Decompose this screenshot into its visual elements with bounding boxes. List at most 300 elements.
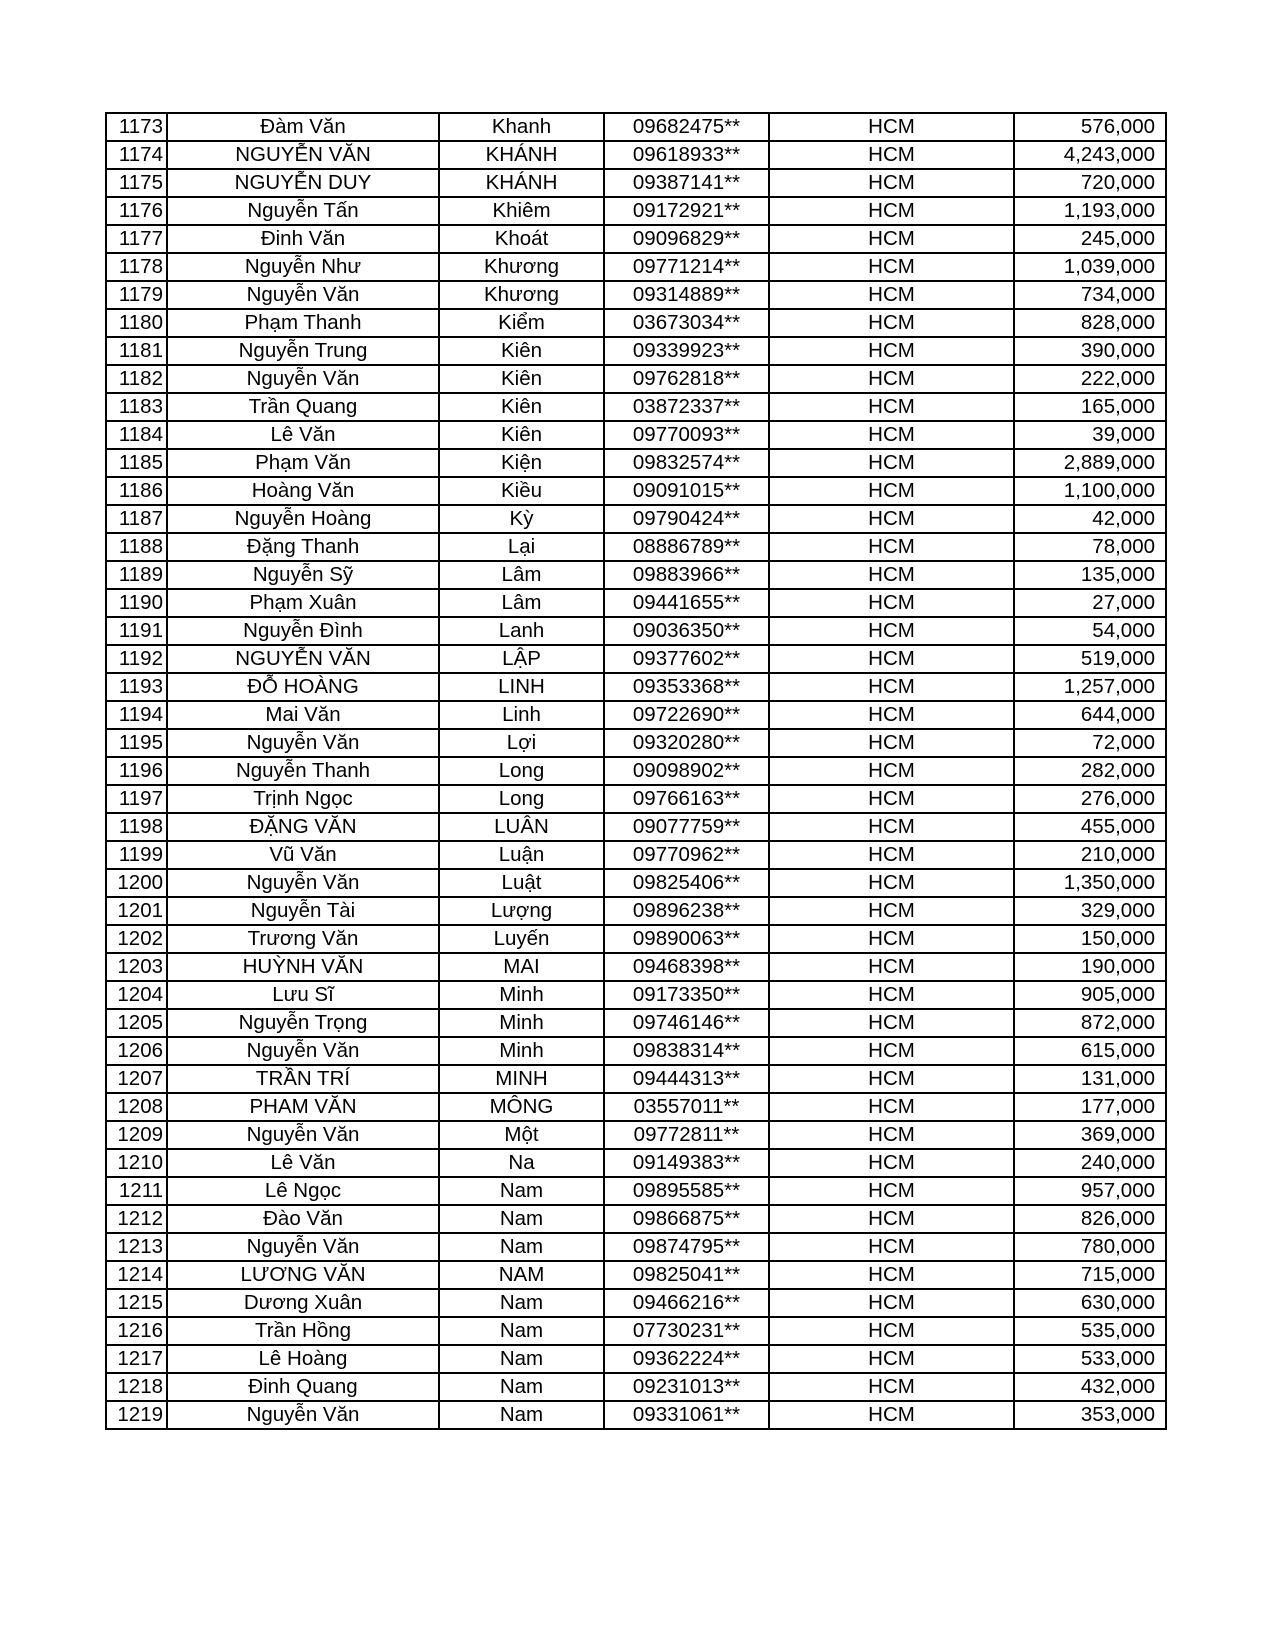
first-name-cell: Minh xyxy=(439,1009,604,1037)
table-row xyxy=(106,1373,1166,1401)
region-cell: HCM xyxy=(769,1345,1014,1373)
amount-cell: 353,000 xyxy=(1014,1401,1166,1429)
first-name-cell: Kiên xyxy=(439,337,604,365)
first-name-cell: Nam xyxy=(439,1205,604,1233)
row-number-cell: 1192 xyxy=(106,645,167,673)
region-cell: HCM xyxy=(769,561,1014,589)
first-name-cell: Nam xyxy=(439,1233,604,1261)
amount-cell: 42,000 xyxy=(1014,505,1166,533)
amount-cell: 282,000 xyxy=(1014,757,1166,785)
table-row xyxy=(106,729,1166,757)
row-number-cell: 1197 xyxy=(106,785,167,813)
row-number-cell: 1191 xyxy=(106,617,167,645)
phone-cell: 09766163** xyxy=(604,785,769,813)
region-cell: HCM xyxy=(769,449,1014,477)
row-number-cell: 1213 xyxy=(106,1233,167,1261)
row-number-cell: 1203 xyxy=(106,953,167,981)
first-name-cell: Lanh xyxy=(439,617,604,645)
last-middle-name-cell: Vũ Văn xyxy=(167,841,439,869)
last-middle-name-cell: NGUYỄN VĂN xyxy=(167,141,439,169)
first-name-cell: Khanh xyxy=(439,113,604,141)
table-row xyxy=(106,421,1166,449)
amount-cell: 720,000 xyxy=(1014,169,1166,197)
amount-cell: 957,000 xyxy=(1014,1177,1166,1205)
first-name-cell: Khiêm xyxy=(439,197,604,225)
last-middle-name-cell: ĐỖ HOÀNG xyxy=(167,673,439,701)
last-middle-name-cell: ĐẶNG VĂN xyxy=(167,813,439,841)
last-middle-name-cell: Phạm Xuân xyxy=(167,589,439,617)
first-name-cell: Luyến xyxy=(439,925,604,953)
region-cell: HCM xyxy=(769,1401,1014,1429)
table-row xyxy=(106,869,1166,897)
row-number-cell: 1216 xyxy=(106,1317,167,1345)
first-name-cell: KHÁNH xyxy=(439,169,604,197)
row-number-cell: 1174 xyxy=(106,141,167,169)
phone-cell: 09320280** xyxy=(604,729,769,757)
last-middle-name-cell: Phạm Văn xyxy=(167,449,439,477)
last-middle-name-cell: Nguyễn Văn xyxy=(167,1037,439,1065)
phone-cell: 09377602** xyxy=(604,645,769,673)
phone-cell: 09832574** xyxy=(604,449,769,477)
phone-cell: 09825041** xyxy=(604,1261,769,1289)
row-number-cell: 1212 xyxy=(106,1205,167,1233)
amount-cell: 828,000 xyxy=(1014,309,1166,337)
region-cell: HCM xyxy=(769,253,1014,281)
amount-cell: 78,000 xyxy=(1014,533,1166,561)
first-name-cell: MAI xyxy=(439,953,604,981)
amount-cell: 1,100,000 xyxy=(1014,477,1166,505)
phone-cell: 09314889** xyxy=(604,281,769,309)
row-number-cell: 1173 xyxy=(106,113,167,141)
last-middle-name-cell: Nguyễn Tài xyxy=(167,897,439,925)
amount-cell: 222,000 xyxy=(1014,365,1166,393)
row-number-cell: 1204 xyxy=(106,981,167,1009)
last-middle-name-cell: Nguyễn Văn xyxy=(167,869,439,897)
table-row xyxy=(106,449,1166,477)
last-middle-name-cell: NGUYỄN VĂN xyxy=(167,645,439,673)
table-row xyxy=(106,645,1166,673)
table-row xyxy=(106,1261,1166,1289)
last-middle-name-cell: Dương Xuân xyxy=(167,1289,439,1317)
table-row xyxy=(106,169,1166,197)
table-body xyxy=(106,113,1166,1429)
first-name-cell: LẬP xyxy=(439,645,604,673)
first-name-cell: MINH xyxy=(439,1065,604,1093)
recipient-table xyxy=(105,112,1167,1430)
last-middle-name-cell: PHAM VĂN xyxy=(167,1093,439,1121)
phone-cell: 09896238** xyxy=(604,897,769,925)
amount-cell: 131,000 xyxy=(1014,1065,1166,1093)
row-number-cell: 1195 xyxy=(106,729,167,757)
row-number-cell: 1186 xyxy=(106,477,167,505)
region-cell: HCM xyxy=(769,281,1014,309)
table-row xyxy=(106,925,1166,953)
last-middle-name-cell: Nguyễn Đình xyxy=(167,617,439,645)
last-middle-name-cell: Nguyễn Hoàng xyxy=(167,505,439,533)
table-row xyxy=(106,113,1166,141)
region-cell: HCM xyxy=(769,113,1014,141)
table-row xyxy=(106,505,1166,533)
phone-cell: 09077759** xyxy=(604,813,769,841)
phone-cell: 09895585** xyxy=(604,1177,769,1205)
amount-cell: 455,000 xyxy=(1014,813,1166,841)
phone-cell: 09772811** xyxy=(604,1121,769,1149)
region-cell: HCM xyxy=(769,505,1014,533)
region-cell: HCM xyxy=(769,953,1014,981)
amount-cell: 240,000 xyxy=(1014,1149,1166,1177)
amount-cell: 390,000 xyxy=(1014,337,1166,365)
row-number-cell: 1219 xyxy=(106,1401,167,1429)
row-number-cell: 1209 xyxy=(106,1121,167,1149)
amount-cell: 190,000 xyxy=(1014,953,1166,981)
first-name-cell: Lâm xyxy=(439,589,604,617)
phone-cell: 09173350** xyxy=(604,981,769,1009)
table-row xyxy=(106,981,1166,1009)
region-cell: HCM xyxy=(769,1233,1014,1261)
phone-cell: 09149383** xyxy=(604,1149,769,1177)
last-middle-name-cell: Đinh Văn xyxy=(167,225,439,253)
amount-cell: 432,000 xyxy=(1014,1373,1166,1401)
phone-cell: 03673034** xyxy=(604,309,769,337)
last-middle-name-cell: Nguyễn Tấn xyxy=(167,197,439,225)
table-row xyxy=(106,757,1166,785)
first-name-cell: Lại xyxy=(439,533,604,561)
phone-cell: 09468398** xyxy=(604,953,769,981)
row-number-cell: 1214 xyxy=(106,1261,167,1289)
last-middle-name-cell: Nguyễn Văn xyxy=(167,365,439,393)
first-name-cell: Nam xyxy=(439,1177,604,1205)
last-middle-name-cell: Lê Văn xyxy=(167,1149,439,1177)
phone-cell: 09362224** xyxy=(604,1345,769,1373)
table-row xyxy=(106,841,1166,869)
region-cell: HCM xyxy=(769,617,1014,645)
first-name-cell: Nam xyxy=(439,1317,604,1345)
row-number-cell: 1190 xyxy=(106,589,167,617)
first-name-cell: Minh xyxy=(439,1037,604,1065)
region-cell: HCM xyxy=(769,897,1014,925)
region-cell: HCM xyxy=(769,1009,1014,1037)
phone-cell: 09883966** xyxy=(604,561,769,589)
region-cell: HCM xyxy=(769,1317,1014,1345)
first-name-cell: Nam xyxy=(439,1345,604,1373)
table-row xyxy=(106,617,1166,645)
region-cell: HCM xyxy=(769,393,1014,421)
first-name-cell: Luật xyxy=(439,869,604,897)
table-row xyxy=(106,309,1166,337)
region-cell: HCM xyxy=(769,869,1014,897)
region-cell: HCM xyxy=(769,1149,1014,1177)
region-cell: HCM xyxy=(769,1205,1014,1233)
row-number-cell: 1185 xyxy=(106,449,167,477)
row-number-cell: 1206 xyxy=(106,1037,167,1065)
amount-cell: 27,000 xyxy=(1014,589,1166,617)
row-number-cell: 1217 xyxy=(106,1345,167,1373)
table-row xyxy=(106,1205,1166,1233)
first-name-cell: Minh xyxy=(439,981,604,1009)
table-row xyxy=(106,1345,1166,1373)
first-name-cell: Na xyxy=(439,1149,604,1177)
last-middle-name-cell: Đào Văn xyxy=(167,1205,439,1233)
amount-cell: 644,000 xyxy=(1014,701,1166,729)
table-row xyxy=(106,477,1166,505)
first-name-cell: LINH xyxy=(439,673,604,701)
phone-cell: 03872337** xyxy=(604,393,769,421)
row-number-cell: 1200 xyxy=(106,869,167,897)
phone-cell: 09444313** xyxy=(604,1065,769,1093)
last-middle-name-cell: NGUYỄN DUY xyxy=(167,169,439,197)
table-row xyxy=(106,701,1166,729)
first-name-cell: LUÂN xyxy=(439,813,604,841)
amount-cell: 872,000 xyxy=(1014,1009,1166,1037)
region-cell: HCM xyxy=(769,729,1014,757)
region-cell: HCM xyxy=(769,701,1014,729)
row-number-cell: 1187 xyxy=(106,505,167,533)
phone-cell: 09339923** xyxy=(604,337,769,365)
phone-cell: 09172921** xyxy=(604,197,769,225)
last-middle-name-cell: Lưu Sĩ xyxy=(167,981,439,1009)
last-middle-name-cell: LƯƠNG VĂN xyxy=(167,1261,439,1289)
amount-cell: 245,000 xyxy=(1014,225,1166,253)
table-row xyxy=(106,561,1166,589)
region-cell: HCM xyxy=(769,1373,1014,1401)
first-name-cell: Khương xyxy=(439,281,604,309)
region-cell: HCM xyxy=(769,337,1014,365)
first-name-cell: Kiên xyxy=(439,393,604,421)
region-cell: HCM xyxy=(769,141,1014,169)
last-middle-name-cell: Nguyễn Văn xyxy=(167,729,439,757)
region-cell: HCM xyxy=(769,1121,1014,1149)
table-row xyxy=(106,141,1166,169)
row-number-cell: 1179 xyxy=(106,281,167,309)
table-row xyxy=(106,225,1166,253)
amount-cell: 535,000 xyxy=(1014,1317,1166,1345)
first-name-cell: Kỳ xyxy=(439,505,604,533)
phone-cell: 09096829** xyxy=(604,225,769,253)
row-number-cell: 1188 xyxy=(106,533,167,561)
first-name-cell: Kiểm xyxy=(439,309,604,337)
table-row xyxy=(106,953,1166,981)
row-number-cell: 1189 xyxy=(106,561,167,589)
phone-cell: 08886789** xyxy=(604,533,769,561)
last-middle-name-cell: Trần Hồng xyxy=(167,1317,439,1345)
region-cell: HCM xyxy=(769,477,1014,505)
table-row xyxy=(106,673,1166,701)
last-middle-name-cell: Phạm Thanh xyxy=(167,309,439,337)
last-middle-name-cell: Trần Quang xyxy=(167,393,439,421)
phone-cell: 09091015** xyxy=(604,477,769,505)
amount-cell: 519,000 xyxy=(1014,645,1166,673)
amount-cell: 54,000 xyxy=(1014,617,1166,645)
phone-cell: 09770093** xyxy=(604,421,769,449)
last-middle-name-cell: Nguyễn Văn xyxy=(167,281,439,309)
phone-cell: 09466216** xyxy=(604,1289,769,1317)
table-row xyxy=(106,281,1166,309)
region-cell: HCM xyxy=(769,309,1014,337)
last-middle-name-cell: TRẦN TRÍ xyxy=(167,1065,439,1093)
amount-cell: 1,193,000 xyxy=(1014,197,1166,225)
phone-cell: 09790424** xyxy=(604,505,769,533)
amount-cell: 1,350,000 xyxy=(1014,869,1166,897)
phone-cell: 09387141** xyxy=(604,169,769,197)
amount-cell: 165,000 xyxy=(1014,393,1166,421)
region-cell: HCM xyxy=(769,981,1014,1009)
table-row xyxy=(106,1009,1166,1037)
first-name-cell: Nam xyxy=(439,1401,604,1429)
amount-cell: 734,000 xyxy=(1014,281,1166,309)
phone-cell: 09771214** xyxy=(604,253,769,281)
phone-cell: 09762818** xyxy=(604,365,769,393)
last-middle-name-cell: Nguyễn Văn xyxy=(167,1401,439,1429)
table-row xyxy=(106,785,1166,813)
row-number-cell: 1218 xyxy=(106,1373,167,1401)
phone-cell: 09866875** xyxy=(604,1205,769,1233)
last-middle-name-cell: Đặng Thanh xyxy=(167,533,439,561)
phone-cell: 09838314** xyxy=(604,1037,769,1065)
last-middle-name-cell: Lê Hoàng xyxy=(167,1345,439,1373)
first-name-cell: Kiều xyxy=(439,477,604,505)
first-name-cell: NAM xyxy=(439,1261,604,1289)
region-cell: HCM xyxy=(769,1093,1014,1121)
table-row xyxy=(106,1121,1166,1149)
first-name-cell: Khương xyxy=(439,253,604,281)
row-number-cell: 1194 xyxy=(106,701,167,729)
first-name-cell: Luận xyxy=(439,841,604,869)
phone-cell: 09231013** xyxy=(604,1373,769,1401)
phone-cell: 07730231** xyxy=(604,1317,769,1345)
last-middle-name-cell: Trương Văn xyxy=(167,925,439,953)
table-row xyxy=(106,253,1166,281)
region-cell: HCM xyxy=(769,1065,1014,1093)
phone-cell: 09874795** xyxy=(604,1233,769,1261)
last-middle-name-cell: Đinh Quang xyxy=(167,1373,439,1401)
amount-cell: 72,000 xyxy=(1014,729,1166,757)
first-name-cell: Lượng xyxy=(439,897,604,925)
table-row xyxy=(106,1317,1166,1345)
last-middle-name-cell: Nguyễn Trung xyxy=(167,337,439,365)
region-cell: HCM xyxy=(769,813,1014,841)
last-middle-name-cell: Mai Văn xyxy=(167,701,439,729)
table-row xyxy=(106,1037,1166,1065)
amount-cell: 329,000 xyxy=(1014,897,1166,925)
row-number-cell: 1208 xyxy=(106,1093,167,1121)
first-name-cell: Nam xyxy=(439,1289,604,1317)
amount-cell: 715,000 xyxy=(1014,1261,1166,1289)
row-number-cell: 1182 xyxy=(106,365,167,393)
phone-cell: 09331061** xyxy=(604,1401,769,1429)
row-number-cell: 1196 xyxy=(106,757,167,785)
region-cell: HCM xyxy=(769,673,1014,701)
amount-cell: 905,000 xyxy=(1014,981,1166,1009)
phone-cell: 09098902** xyxy=(604,757,769,785)
amount-cell: 780,000 xyxy=(1014,1233,1166,1261)
amount-cell: 630,000 xyxy=(1014,1289,1166,1317)
row-number-cell: 1198 xyxy=(106,813,167,841)
amount-cell: 615,000 xyxy=(1014,1037,1166,1065)
row-number-cell: 1181 xyxy=(106,337,167,365)
table-row xyxy=(106,1149,1166,1177)
first-name-cell: Khoát xyxy=(439,225,604,253)
row-number-cell: 1184 xyxy=(106,421,167,449)
row-number-cell: 1207 xyxy=(106,1065,167,1093)
region-cell: HCM xyxy=(769,1261,1014,1289)
first-name-cell: Linh xyxy=(439,701,604,729)
region-cell: HCM xyxy=(769,533,1014,561)
row-number-cell: 1177 xyxy=(106,225,167,253)
last-middle-name-cell: Nguyễn Thanh xyxy=(167,757,439,785)
first-name-cell: Một xyxy=(439,1121,604,1149)
table-row xyxy=(106,393,1166,421)
phone-cell: 09441655** xyxy=(604,589,769,617)
last-middle-name-cell: Nguyễn Như xyxy=(167,253,439,281)
row-number-cell: 1202 xyxy=(106,925,167,953)
region-cell: HCM xyxy=(769,169,1014,197)
amount-cell: 576,000 xyxy=(1014,113,1166,141)
region-cell: HCM xyxy=(769,925,1014,953)
table-row xyxy=(106,1233,1166,1261)
last-middle-name-cell: Trịnh Ngọc xyxy=(167,785,439,813)
table-row xyxy=(106,813,1166,841)
first-name-cell: KHÁNH xyxy=(439,141,604,169)
row-number-cell: 1193 xyxy=(106,673,167,701)
amount-cell: 150,000 xyxy=(1014,925,1166,953)
last-middle-name-cell: Đàm Văn xyxy=(167,113,439,141)
amount-cell: 135,000 xyxy=(1014,561,1166,589)
table-row xyxy=(106,365,1166,393)
region-cell: HCM xyxy=(769,1177,1014,1205)
last-middle-name-cell: Nguyễn Sỹ xyxy=(167,561,439,589)
region-cell: HCM xyxy=(769,757,1014,785)
table-row xyxy=(106,1065,1166,1093)
first-name-cell: Nam xyxy=(439,1373,604,1401)
row-number-cell: 1210 xyxy=(106,1149,167,1177)
row-number-cell: 1215 xyxy=(106,1289,167,1317)
region-cell: HCM xyxy=(769,589,1014,617)
last-middle-name-cell: Nguyễn Văn xyxy=(167,1233,439,1261)
amount-cell: 177,000 xyxy=(1014,1093,1166,1121)
region-cell: HCM xyxy=(769,197,1014,225)
region-cell: HCM xyxy=(769,421,1014,449)
last-middle-name-cell: Hoàng Văn xyxy=(167,477,439,505)
phone-cell: 09722690** xyxy=(604,701,769,729)
table-row xyxy=(106,197,1166,225)
table-row xyxy=(106,1093,1166,1121)
region-cell: HCM xyxy=(769,365,1014,393)
region-cell: HCM xyxy=(769,225,1014,253)
phone-cell: 03557011** xyxy=(604,1093,769,1121)
row-number-cell: 1183 xyxy=(106,393,167,421)
amount-cell: 2,889,000 xyxy=(1014,449,1166,477)
region-cell: HCM xyxy=(769,645,1014,673)
table-row xyxy=(106,589,1166,617)
row-number-cell: 1175 xyxy=(106,169,167,197)
last-middle-name-cell: HUỲNH VĂN xyxy=(167,953,439,981)
first-name-cell: MÔNG xyxy=(439,1093,604,1121)
last-middle-name-cell: Lê Ngọc xyxy=(167,1177,439,1205)
table-row xyxy=(106,337,1166,365)
last-middle-name-cell: Nguyễn Trọng xyxy=(167,1009,439,1037)
first-name-cell: Lợi xyxy=(439,729,604,757)
table-row xyxy=(106,533,1166,561)
last-middle-name-cell: Nguyễn Văn xyxy=(167,1121,439,1149)
row-number-cell: 1176 xyxy=(106,197,167,225)
amount-cell: 533,000 xyxy=(1014,1345,1166,1373)
first-name-cell: Kiên xyxy=(439,365,604,393)
phone-cell: 09353368** xyxy=(604,673,769,701)
phone-cell: 09746146** xyxy=(604,1009,769,1037)
row-number-cell: 1178 xyxy=(106,253,167,281)
phone-cell: 09036350** xyxy=(604,617,769,645)
phone-cell: 09682475** xyxy=(604,113,769,141)
